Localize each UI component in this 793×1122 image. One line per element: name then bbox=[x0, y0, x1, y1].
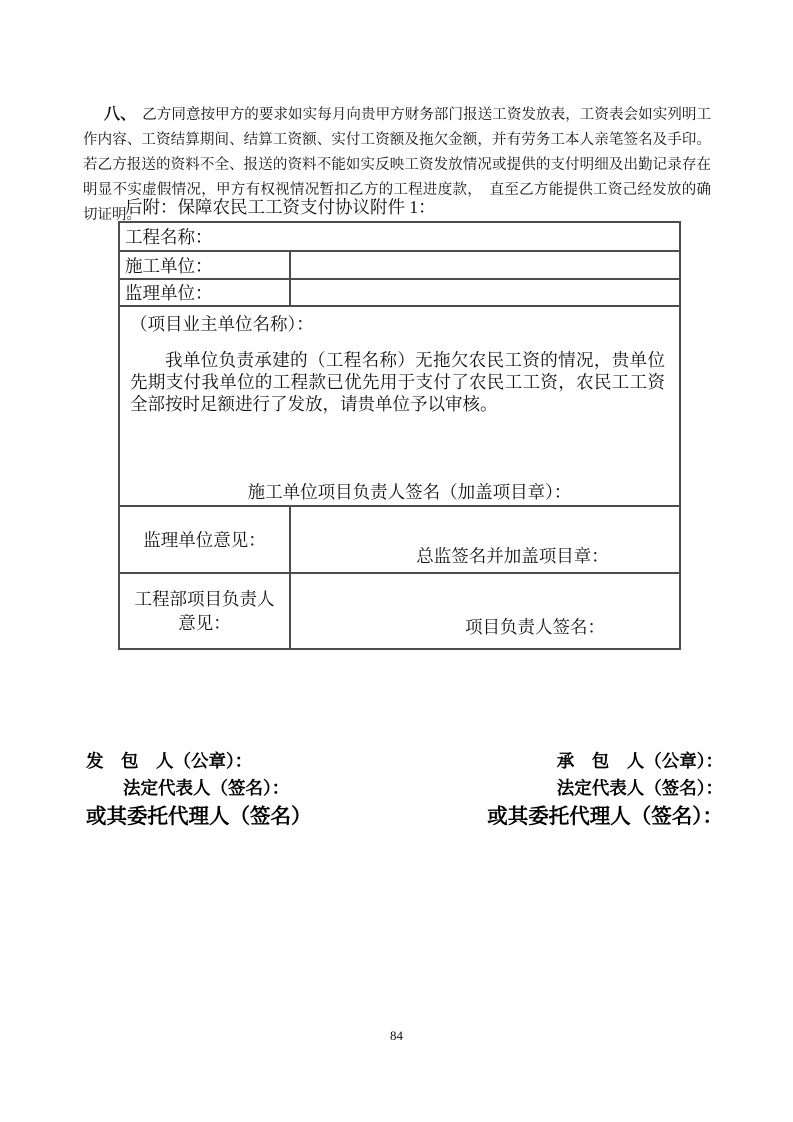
chief-supervisor-sign-label: 总监签名并加盖项目章： bbox=[416, 546, 609, 566]
employer-agent-label: 或其委托代理人（签名） bbox=[86, 806, 312, 828]
contractor-agent-label: 或其委托代理人（签名）： bbox=[487, 806, 723, 828]
project-name-row bbox=[120, 223, 679, 250]
employer-seal-label: 发 包 人（公章）： bbox=[86, 751, 253, 771]
declaration-row bbox=[120, 305, 679, 505]
owner-unit-label: （项目业主单位名称）： bbox=[130, 314, 314, 334]
contractor-signature-block bbox=[487, 747, 723, 832]
declaration-text: 我单位负责承建的（工程名称）无拖欠农民工资的情况，贵单位先期支付我单位的工程款已优先用于支付了农民工工资，农民工工资全部按时足额进行了发放，请贵单位予以审核。 bbox=[130, 350, 665, 414]
project-name-label: 工程名称： bbox=[125, 227, 213, 247]
engineering-opinion-value-cell bbox=[291, 574, 679, 648]
contractor-legal-rep-label: 法定代表人（签名）： bbox=[556, 778, 723, 798]
attachment-heading: 后附：保障农民工工资支付协议附件 1： bbox=[125, 197, 436, 217]
contractor-seal-label: 承 包 人（公章）： bbox=[556, 751, 723, 771]
engineering-opinion-label: 工程部项目负责人意见： bbox=[134, 589, 275, 633]
construction-unit-value-cell bbox=[291, 252, 679, 278]
supervision-opinion-value-cell bbox=[291, 507, 679, 572]
supervision-opinion-label-cell bbox=[120, 507, 291, 572]
supervision-unit-row bbox=[120, 278, 679, 305]
clause-body-text: 乙方同意按甲方的要求如实每月向贵甲方财务部门报送工资发放表，工资表会如实列明工作内容、工资结算期间、结算工资额、实付工资额及拖欠金额，并有劳务工本人亲笔签名及手印。若乙方报送的资料不全、报送的资料不能如实反映工资发放情况或提供的支付明细及出勤记录存在明显不实虚假情况，甲方有权视情况暂扣乙方的工程进度款， 直至乙方能提供工资己经发放的确切证明。 bbox=[83, 106, 711, 223]
payment-guarantee-form-table bbox=[118, 221, 681, 650]
engineering-opinion-row bbox=[120, 572, 679, 648]
employer-signature-block bbox=[86, 747, 312, 832]
engineering-opinion-label-cell bbox=[120, 574, 291, 648]
supervision-unit-label: 监理单位： bbox=[125, 283, 213, 303]
supervision-unit-label-cell bbox=[120, 280, 291, 305]
construction-unit-label-cell bbox=[120, 252, 291, 278]
supervision-opinion-label: 监理单位意见： bbox=[143, 530, 266, 550]
supervision-opinion-row bbox=[120, 505, 679, 572]
employer-legal-rep-label: 法定代表人（签名）： bbox=[123, 778, 290, 798]
clause-number: 八、 bbox=[104, 105, 137, 123]
construction-unit-label: 施工单位： bbox=[125, 255, 213, 276]
construction-sign-label: 施工单位项目负责人签名（加盖项目章）： bbox=[247, 482, 572, 502]
construction-unit-row bbox=[120, 250, 679, 278]
supervision-unit-value-cell bbox=[291, 280, 679, 305]
page-number: 84 bbox=[390, 1028, 403, 1043]
project-manager-sign-label: 项目负责人签名： bbox=[465, 617, 605, 637]
